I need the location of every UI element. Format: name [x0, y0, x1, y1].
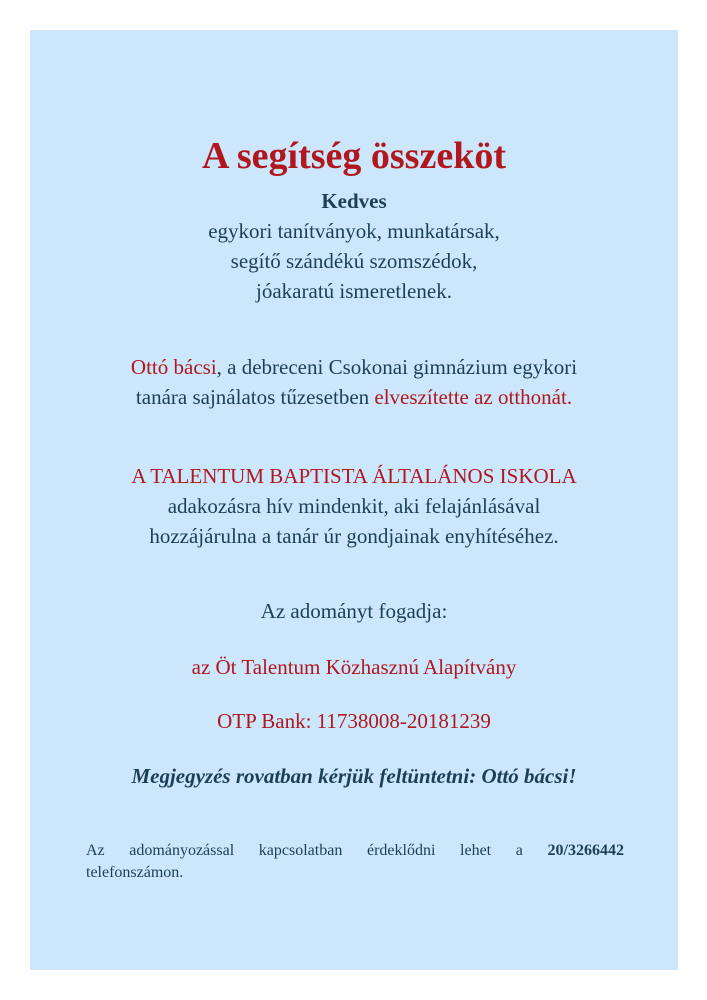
story-line-2	[30, 382, 678, 412]
appeal-line-3: hozzájárulna a tanár úr gondjainak enyhítéséhez.	[149, 524, 559, 548]
contact-word: a	[515, 842, 523, 859]
contact-word: Az	[86, 842, 105, 859]
recipient-label: Az adományt fogadja:	[260, 599, 448, 623]
contact-line-1	[86, 840, 624, 862]
story-line-2-start: tanára sajnálatos tűzesetben	[135, 385, 375, 409]
contact-info	[86, 840, 624, 884]
contact-word: érdeklődni	[366, 842, 436, 859]
payment-note: Megjegyzés rovatban kérjük feltüntetni: Ottó bácsi!	[131, 764, 577, 788]
foundation-name: az Öt Talentum Közhasznú Alapítvány	[191, 655, 517, 679]
story-line-1	[30, 352, 678, 382]
salutation: Kedves	[321, 189, 387, 213]
story-line-1-rest: , a debreceni Csokonai gimnázium egykori	[216, 355, 578, 379]
contact-word: adományozással	[129, 842, 235, 859]
greeting-line-2: segítő szándékú szomszédok,	[230, 249, 478, 273]
bank-account: OTP Bank: 11738008-20181239	[217, 709, 491, 733]
contact-line-2: telefonszámon.	[86, 864, 184, 881]
story-paragraph	[30, 352, 678, 412]
greeting-line-1: egykori tanítványok, munkatársak,	[208, 219, 500, 243]
story-name: Ottó bácsi	[130, 355, 217, 379]
contact-word: lehet	[460, 842, 492, 859]
appeal-line-2: adakozásra hív mindenkit, aki felajánlásával	[167, 494, 541, 518]
school-name: A TALENTUM BAPTISTA ÁLTALÁNOS ISKOLA	[131, 464, 577, 488]
appeal-paragraph	[30, 461, 678, 551]
flyer-panel	[30, 30, 678, 970]
contact-word: kapcsolatban	[258, 842, 343, 859]
story-line-2-end: .	[566, 385, 573, 409]
story-loss: elveszítette az otthonát	[374, 385, 567, 409]
phone-number: 20/3266442	[547, 842, 624, 859]
flyer-title: A segítség összeköt	[202, 135, 506, 177]
greeting-line-3: jóakaratú ismeretlenek.	[256, 279, 452, 303]
greeting-block	[30, 186, 678, 306]
